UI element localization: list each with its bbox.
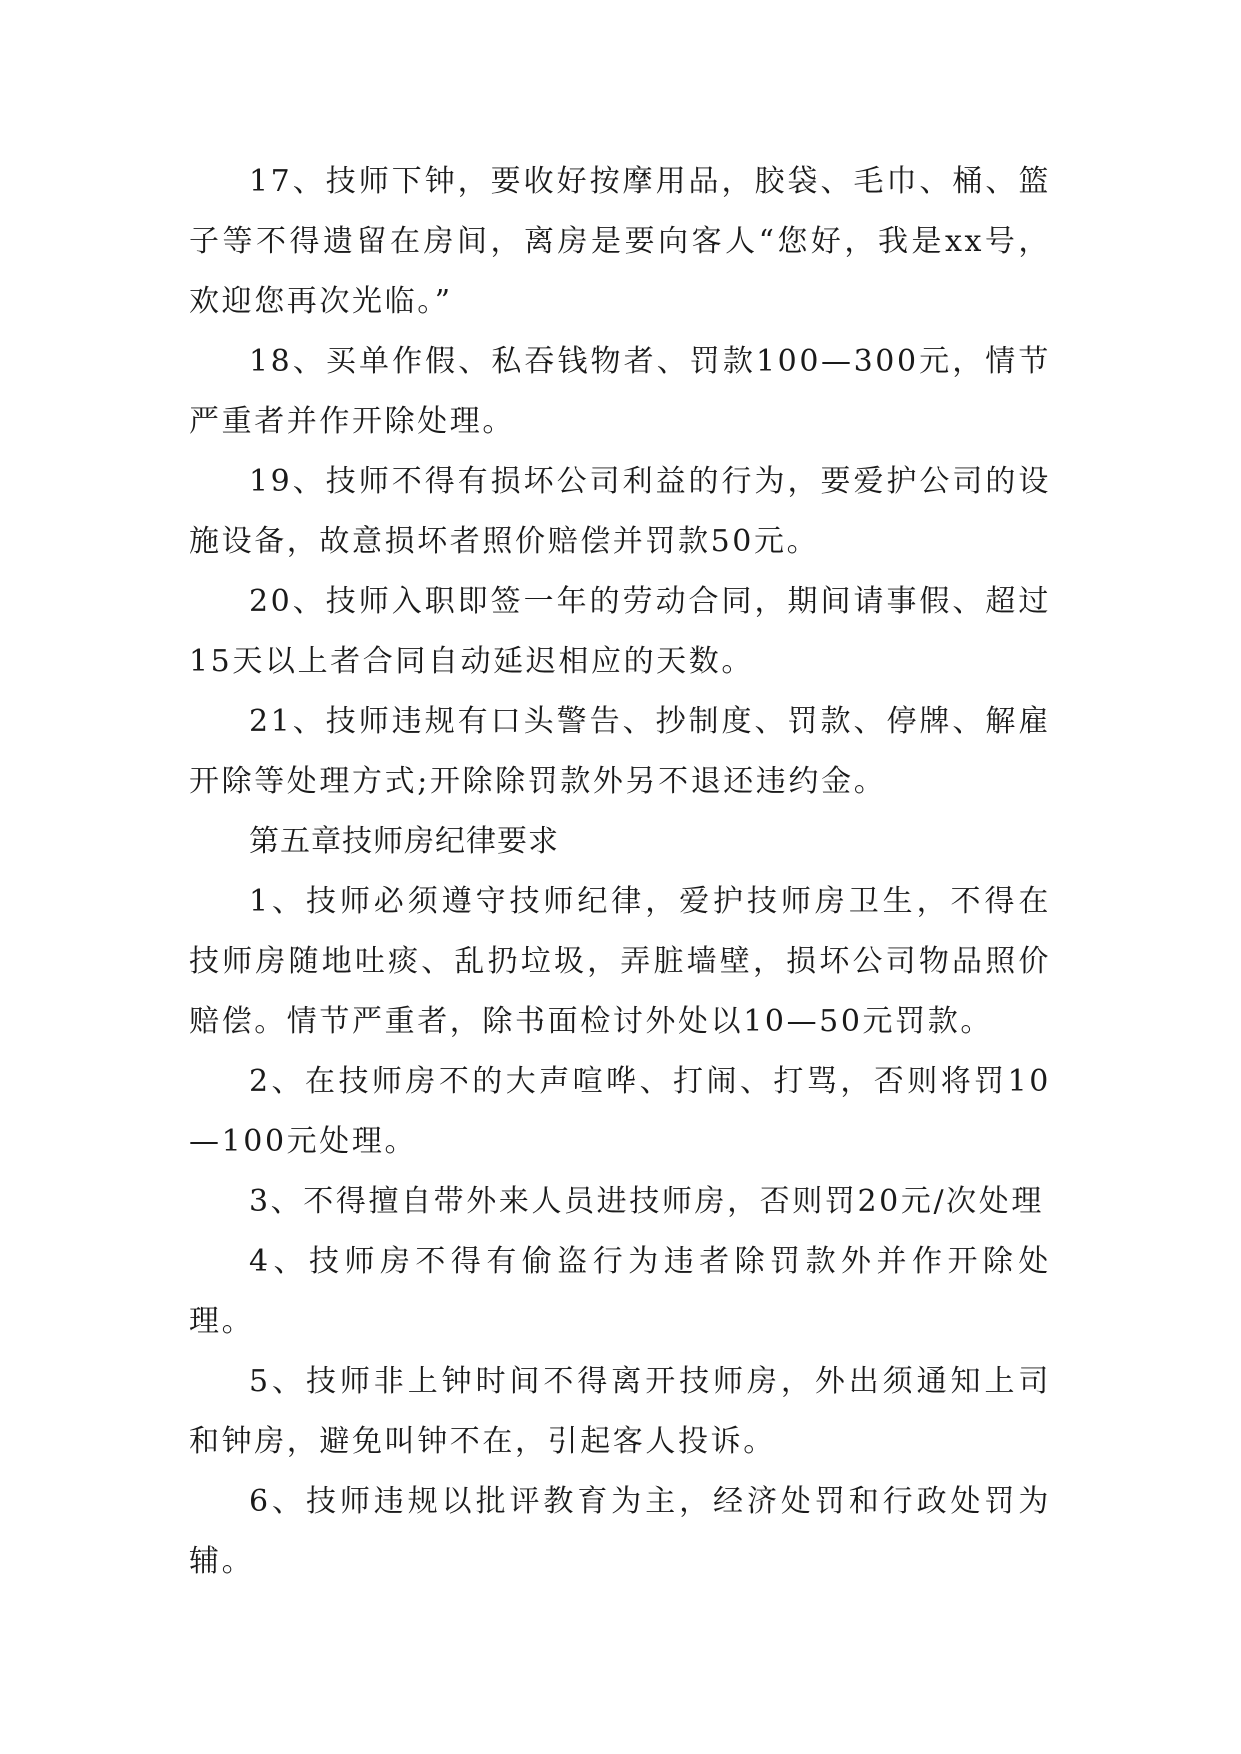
document-body — [189, 152, 1051, 1592]
paragraph-room-rule-3: 3、不得擅自带外来人员进技师房，否则罚20元/次处理 — [249, 1184, 1044, 1219]
paragraph-rule-19: 19、技师不得有损坏公司利益的行为，要爱护公司的设施设备，故意损坏者照价赔偿并罚款50元。 — [189, 464, 1051, 559]
paragraph-room-rule-5: 5、技师非上钟时间不得离开技师房，外出须通知上司和钟房，避免叫钟不在，引起客人投诉。 — [189, 1364, 1051, 1459]
paragraph-rule-17: 17、技师下钟，要收好按摩用品，胶袋、毛巾、桶、篮子等不得遗留在房间，离房是要向客人“您好，我是xx号，欢迎您再次光临。” — [189, 164, 1051, 319]
paragraph-rule-20: 20、技师入职即签一年的劳动合同，期间请事假、超过15天以上者合同自动延迟相应的天数。 — [189, 584, 1051, 679]
paragraph-room-rule-1: 1、技师必须遵守技师纪律，爱护技师房卫生，不得在技师房随地吐痰、乱扔垃圾，弄脏墙壁，损坏公司物品照价赔偿。情节严重者，除书面检讨外处以10—50元罚款。 — [189, 884, 1051, 1039]
paragraph-rule-18: 18、买单作假、私吞钱物者、罚款100—300元，情节严重者并作开除处理。 — [189, 344, 1051, 439]
paragraph-room-rule-4: 4、技师房不得有偷盗行为违者除罚款外并作开除处理。 — [189, 1244, 1051, 1339]
paragraph-rule-21: 21、技师违规有口头警告、抄制度、罚款、停牌、解雇开除等处理方式;开除除罚款外另不退还违约金。 — [189, 704, 1051, 799]
chapter-heading: 第五章技师房纪律要求 — [249, 824, 559, 859]
paragraph-room-rule-2: 2、在技师房不的大声喧哗、打闹、打骂，否则将罚10—100元处理。 — [189, 1064, 1051, 1159]
paragraph-room-rule-6: 6、技师违规以批评教育为主，经济处罚和行政处罚为辅。 — [189, 1484, 1051, 1579]
